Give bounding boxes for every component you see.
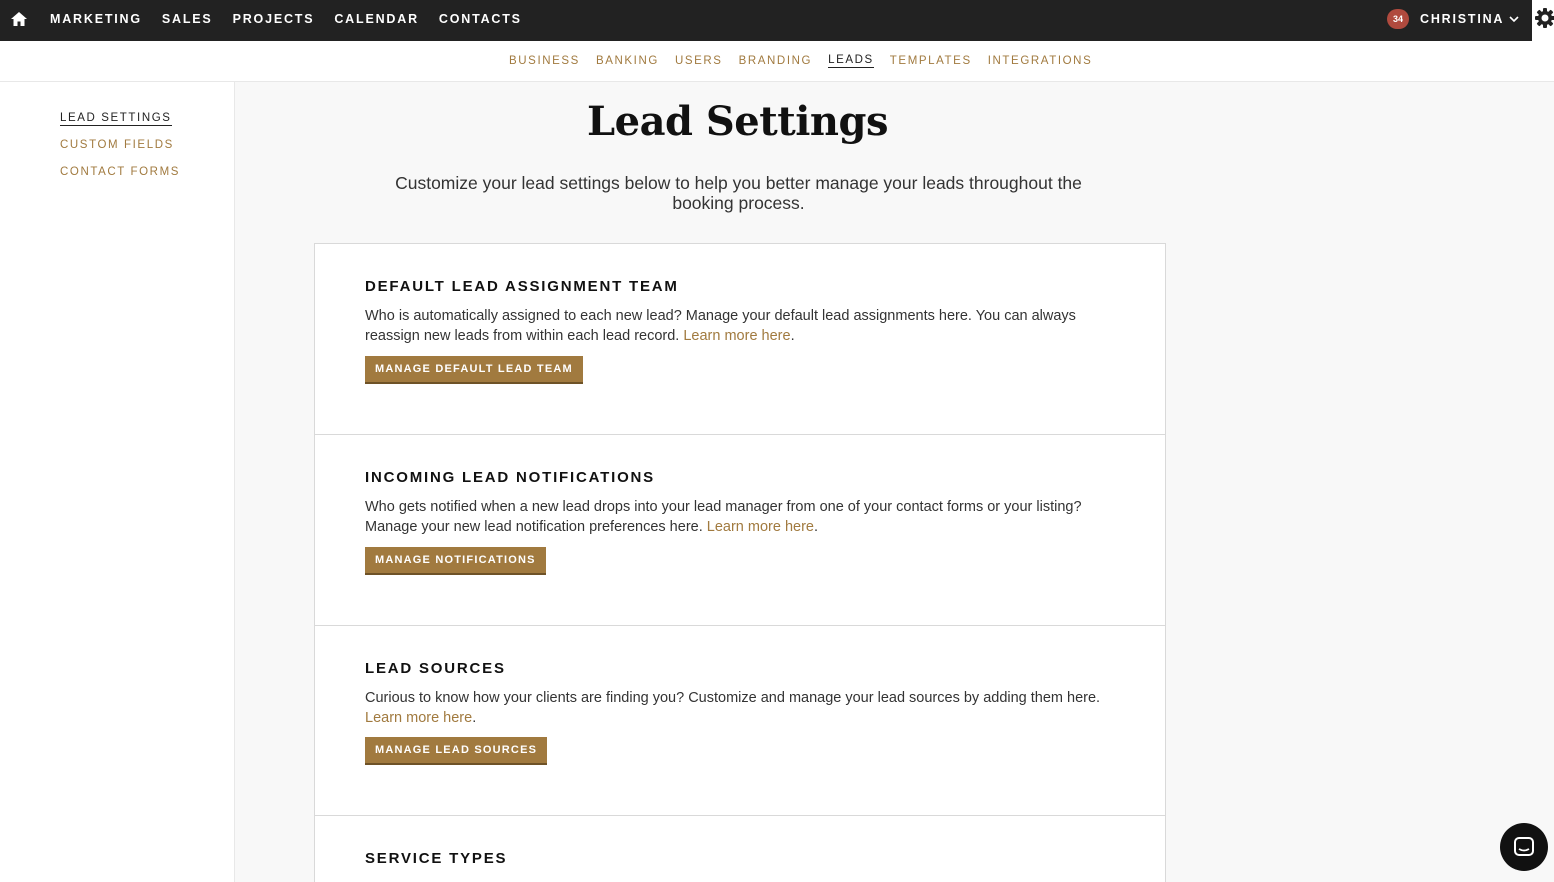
- leads-sidebar: [0, 82, 235, 882]
- nav-projects[interactable]: PROJECTS: [232, 12, 315, 26]
- sidebar-item-contact-forms[interactable]: CONTACT FORMS: [60, 166, 181, 178]
- tab-integrations[interactable]: INTEGRATIONS: [987, 55, 1093, 67]
- chat-launcher-button[interactable]: [1500, 823, 1548, 871]
- nav-marketing[interactable]: MARKETING: [50, 12, 142, 26]
- learn-more-link[interactable]: Learn more here: [683, 328, 791, 344]
- card-description: Curious to know how your clients are finding you? Customize and manage your lead sources by adding them here. Learn more here.: [365, 690, 1101, 726]
- manage-default-lead-team-button[interactable]: MANAGE DEFAULT LEAD TEAM: [365, 356, 583, 384]
- card-heading: DEFAULT LEAD ASSIGNMENT TEAM: [365, 278, 679, 295]
- page-title: Lead Settings: [587, 98, 888, 145]
- main-menu: [50, 0, 522, 38]
- tab-banking[interactable]: BANKING: [595, 55, 659, 67]
- page-subtitle: Customize your lead settings below to help you better manage your leads throughout the booking process.: [395, 173, 1082, 213]
- chat-icon: [1512, 835, 1536, 859]
- learn-more-link[interactable]: Learn more here: [706, 519, 814, 535]
- card-description: Who is automatically assigned to each new lead? Manage your default lead assignments here. You can always reassign new leads from within each lead record. Learn more here.: [365, 308, 1076, 344]
- lead-sources-card: [314, 625, 1166, 816]
- nav-calendar[interactable]: CALENDAR: [334, 12, 419, 26]
- card-heading: INCOMING LEAD NOTIFICATIONS: [365, 469, 655, 486]
- learn-more-link[interactable]: Learn more here: [365, 710, 473, 726]
- sidebar-item-lead-settings[interactable]: LEAD SETTINGS: [60, 112, 172, 124]
- tab-leads[interactable]: LEADS: [828, 54, 874, 66]
- incoming-lead-notifications-card: [314, 434, 1166, 626]
- notification-badge[interactable]: 34: [1387, 9, 1409, 29]
- nav-sales[interactable]: SALES: [161, 12, 213, 26]
- tab-users[interactable]: USERS: [674, 55, 723, 67]
- manage-lead-sources-button[interactable]: MANAGE LEAD SOURCES: [365, 737, 547, 765]
- default-lead-assignment-card: [314, 243, 1166, 435]
- settings-subnav: [0, 41, 1554, 82]
- home-icon[interactable]: [9, 9, 29, 29]
- top-navigation-bar: [0, 0, 1554, 41]
- tab-branding[interactable]: BRANDING: [738, 55, 813, 67]
- card-heading: LEAD SOURCES: [365, 660, 506, 677]
- manage-notifications-button[interactable]: MANAGE NOTIFICATIONS: [365, 547, 546, 575]
- gear-icon[interactable]: [1534, 7, 1554, 29]
- chevron-down-icon: [1509, 15, 1519, 23]
- sidebar-item-custom-fields[interactable]: CUSTOM FIELDS: [60, 139, 174, 151]
- card-description: Who gets notified when a new lead drops into your lead manager from one of your contact forms or your listing? Manage your new lead notification preferences here. Learn more here.: [365, 499, 1082, 535]
- tab-business[interactable]: BUSINESS: [509, 55, 580, 67]
- nav-contacts[interactable]: CONTACTS: [438, 12, 522, 26]
- card-heading: SERVICE TYPES: [365, 850, 508, 867]
- user-menu[interactable]: [1420, 0, 1519, 38]
- tab-templates[interactable]: TEMPLATES: [889, 55, 972, 67]
- service-types-card: [314, 815, 1166, 882]
- user-name: CHRISTINA: [1420, 12, 1505, 26]
